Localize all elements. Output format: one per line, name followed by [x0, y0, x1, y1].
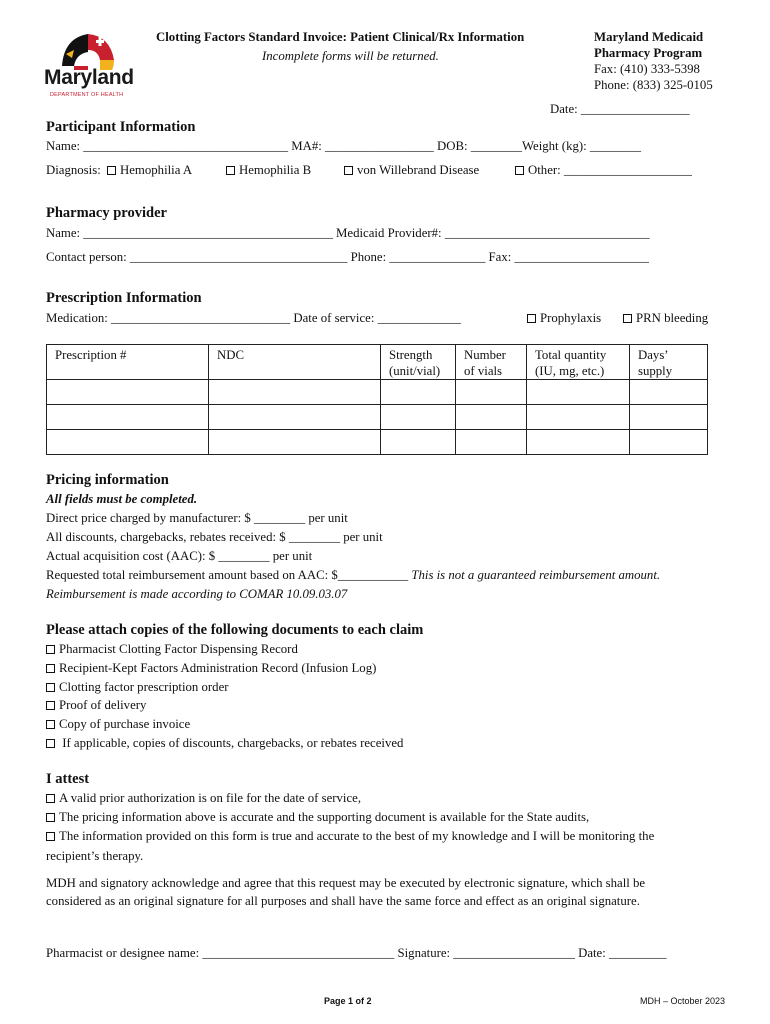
guarantee-note: This is not a guaranteed reimbursement amount.	[411, 568, 661, 582]
prescription-table	[46, 344, 708, 455]
col-ndc: NDC	[209, 345, 381, 380]
pharmacy-name-line[interactable]: Name: _______________________________________ Medicaid Provider#: ________________________________	[46, 226, 650, 240]
pricing-direct-price[interactable]: Direct price charged by manufacturer: $ ________ per unit	[46, 511, 348, 525]
option-label: PRN bleeding	[636, 311, 709, 325]
diagnosis-label: Diagnosis:	[46, 163, 101, 177]
checkbox-icon[interactable]	[46, 720, 55, 729]
attest-item-label: The information provided on this form is true and accurate to the best of my knowledge and I will be monitoring the	[59, 829, 655, 843]
attach-item-label: Copy of purchase invoice	[59, 717, 191, 731]
prn-bleeding-option[interactable]	[623, 311, 708, 326]
logo-dept: DEPARTMENT OF HEALTH	[50, 92, 124, 98]
option-label: Prophylaxis	[540, 311, 602, 325]
option-label: Hemophilia A	[120, 163, 193, 177]
checkbox-icon[interactable]	[344, 166, 353, 175]
diagnosis-hemophilia-b[interactable]	[226, 163, 311, 178]
pricing-aac[interactable]: Actual acquisition cost (AAC): $ ________ per unit	[46, 549, 313, 563]
attest-heading: I attest	[46, 771, 90, 787]
checkbox-icon[interactable]	[46, 664, 55, 673]
org-line-2: Pharmacy Program	[594, 46, 703, 60]
page-number: Page 1 of 2	[324, 996, 372, 1006]
attach-item[interactable]	[46, 680, 229, 695]
attach-item[interactable]	[46, 661, 376, 676]
esignature-paragraph-1: MDH and signatory acknowledge and agree that this request may be executed by electronic signature, which shall be	[46, 876, 646, 890]
participant-heading: Participant Information	[46, 119, 196, 135]
attest-item-continued: recipient’s therapy.	[46, 849, 144, 863]
col-days-supply: Days’ supply	[630, 345, 708, 380]
checkbox-icon[interactable]	[46, 645, 55, 654]
col-prescription-number: Prescription #	[47, 345, 209, 380]
signature-line[interactable]: Pharmacist or designee name: ______________________________ Signature: ___________________ Date: _________	[46, 946, 667, 960]
comar-note: Reimbursement is made according to COMAR 10.09.03.07	[46, 587, 348, 601]
col-strength: Strength (unit/vial)	[381, 345, 456, 380]
attach-heading: Please attach copies of the following documents to each claim	[46, 622, 424, 638]
checkbox-icon[interactable]	[226, 166, 235, 175]
option-label: von Willebrand Disease	[357, 163, 480, 177]
attach-item[interactable]	[46, 642, 298, 657]
diagnosis-von-willebrand[interactable]	[344, 163, 479, 178]
attach-item-label: If applicable, copies of discounts, chargebacks, or rebates received	[59, 736, 404, 750]
diagnosis-other[interactable]	[515, 163, 692, 178]
option-label: Hemophilia B	[239, 163, 312, 177]
diagnosis-hemophilia-a[interactable]	[107, 163, 192, 178]
checkbox-icon[interactable]	[623, 314, 632, 323]
attach-item-label: Recipient-Kept Factors Administration Record (Infusion Log)	[59, 661, 377, 675]
pricing-discounts[interactable]: All discounts, chargebacks, rebates received: $ ________ per unit	[46, 530, 383, 544]
medication-line[interactable]: Medication: ____________________________ Date of service: _____________	[46, 311, 461, 325]
attest-item-label: The pricing information above is accurate and the supporting document is available for the State audits,	[59, 810, 590, 824]
table-row[interactable]	[47, 430, 708, 455]
maryland-logo	[44, 26, 134, 101]
revision-date: MDH – October 2023	[640, 996, 726, 1006]
pricing-heading: Pricing information	[46, 472, 169, 488]
attest-item[interactable]	[46, 791, 361, 806]
attest-item-label: A valid prior authorization is on file for the date of service,	[59, 791, 362, 805]
attach-item[interactable]	[46, 698, 146, 713]
option-label: Other: ____________________	[528, 163, 692, 177]
attach-item[interactable]	[46, 717, 190, 732]
pricing-requested-total[interactable]	[46, 568, 660, 583]
checkbox-icon[interactable]	[46, 832, 55, 841]
checkbox-icon[interactable]	[46, 794, 55, 803]
org-line-1: Maryland Medicaid	[594, 30, 704, 44]
logo-wordmark: Maryland	[44, 66, 134, 89]
table-header-row	[47, 345, 708, 380]
attach-item-label: Proof of delivery	[59, 698, 147, 712]
checkbox-icon[interactable]	[107, 166, 116, 175]
checkbox-icon[interactable]	[46, 739, 55, 748]
org-phone: Phone: (833) 325-0105	[594, 78, 713, 92]
form-subtitle: Incomplete forms will be returned.	[262, 49, 439, 63]
table-row[interactable]	[47, 380, 708, 405]
attach-item-label: Clotting factor prescription order	[59, 680, 229, 694]
attach-item-label: Pharmacist Clotting Factor Dispensing Record	[59, 642, 298, 656]
checkbox-icon[interactable]	[46, 683, 55, 692]
pricing-note: All fields must be completed.	[46, 492, 198, 506]
attest-item[interactable]	[46, 810, 589, 825]
col-total-quantity: Total quantity (IU, mg, etc.)	[527, 345, 630, 380]
org-fax: Fax: (410) 333-5398	[594, 62, 700, 76]
table-row[interactable]	[47, 405, 708, 430]
date-field[interactable]: Date: _________________	[550, 102, 690, 116]
form-title: Clotting Factors Standard Invoice: Patient Clinical/Rx Information	[156, 30, 525, 44]
esignature-paragraph-2: considered as an original signature for all purposes and shall have the same force and effect as an original signature.	[46, 894, 640, 908]
col-number-of-vials: Number of vials	[456, 345, 527, 380]
prophylaxis-option[interactable]	[527, 311, 601, 326]
attach-item[interactable]	[46, 736, 403, 751]
participant-line[interactable]: Name: ________________________________ MA#: _________________ DOB: ________Weight (kg): ________	[46, 139, 642, 153]
checkbox-icon[interactable]	[46, 813, 55, 822]
prescription-heading: Prescription Information	[46, 290, 202, 306]
checkbox-icon[interactable]	[46, 701, 55, 710]
checkbox-icon[interactable]	[527, 314, 536, 323]
attest-item[interactable]	[46, 829, 654, 844]
pharmacy-contact-line[interactable]: Contact person: __________________________________ Phone: _______________ Fax: _____________________	[46, 250, 649, 264]
pharmacy-heading: Pharmacy provider	[46, 205, 167, 221]
checkbox-icon[interactable]	[515, 166, 524, 175]
requested-total-label: Requested total reimbursement amount based on AAC: $___________	[46, 568, 409, 582]
